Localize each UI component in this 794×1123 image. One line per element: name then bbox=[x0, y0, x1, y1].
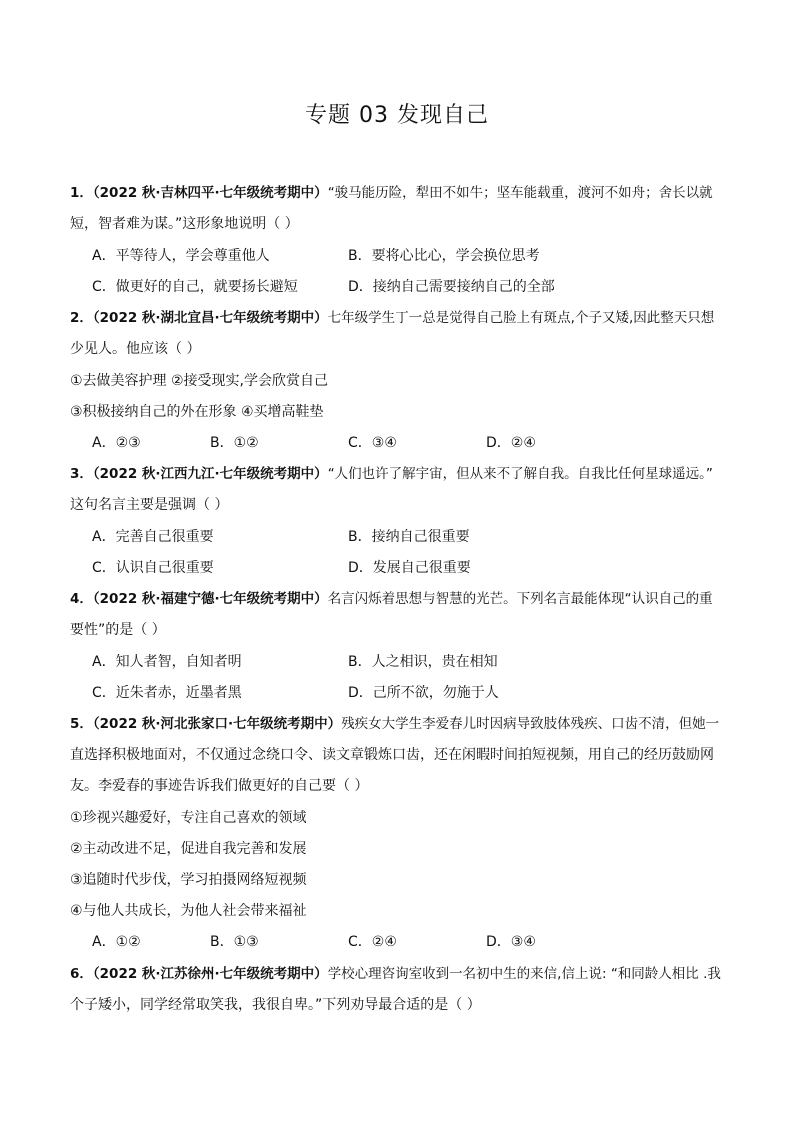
question-3-number: 3 bbox=[70, 466, 80, 482]
question-5-option-d[interactable]: D．③④ bbox=[486, 934, 536, 950]
question-5-number: 5 bbox=[70, 716, 80, 732]
question-2-number: 2 bbox=[70, 310, 80, 326]
question-5-text-1: 残疾女大学生李爱春儿时因病导致肢体残疾、口齿不清，但她一 bbox=[341, 716, 720, 732]
question-2-option-c[interactable]: C．③④ bbox=[348, 435, 397, 451]
question-4-line-2: 要性”的是（ ） bbox=[70, 622, 166, 638]
question-4-source: （2022 秋·福建宁德·七年级统考期中） bbox=[92, 591, 328, 607]
question-4-option-a[interactable]: A．知人者智，自知者明 bbox=[92, 654, 242, 670]
question-5-option-a[interactable]: A．①② bbox=[92, 934, 141, 950]
question-2-text-1: 七年级学生丁一总是觉得自己脸上有斑点,个子又矮,因此整天只想 bbox=[327, 310, 715, 326]
question-1-number: 1 bbox=[70, 185, 80, 201]
question-4-number: 4 bbox=[70, 591, 80, 607]
question-4-text-1: 名言闪烁着思想与智慧的光芒。下列名言最能体现“认识自己的重 bbox=[327, 591, 713, 607]
question-5-item-3: ③追随时代步伐，学习拍摄网络短视频 bbox=[70, 872, 307, 888]
question-4-option-b[interactable]: B．人之相识，贵在相知 bbox=[348, 654, 498, 670]
question-5-line-2: 直选择积极地面对，不仅通过念绕口令、读文章锻炼口齿，还在闲暇时间拍短视频，用自己的经历鼓励网 bbox=[70, 747, 714, 763]
question-2-source: （2022 秋·湖北宜昌·七年级统考期中） bbox=[92, 310, 328, 326]
question-3-option-b[interactable]: B．接纳自己很重要 bbox=[348, 529, 470, 545]
question-3-source: （2022 秋·江西九江·七年级统考期中） bbox=[92, 466, 328, 482]
question-3-line-1: 3．（2022 秋·江西九江·七年级统考期中）“人们也许了解宇宙，但从来不了解自我。自我比任何星球遥远。” bbox=[70, 466, 713, 482]
question-3-option-d[interactable]: D．发展自己很重要 bbox=[348, 560, 471, 576]
question-6-line-1: 6．（2022 秋·江苏徐州·七年级统考期中）学校心理咨询室收到一名初中生的来信,信上说: “和同龄人相比 .我 bbox=[70, 966, 721, 982]
question-3-option-c[interactable]: C．认识自己很重要 bbox=[92, 560, 214, 576]
question-6-source: （2022 秋·江苏徐州·七年级统考期中） bbox=[92, 966, 328, 982]
question-2-line-2: 少见人。他应该（ ） bbox=[70, 341, 201, 357]
question-1-source: （2022 秋·吉林四平·七年级统考期中） bbox=[92, 185, 328, 201]
question-1-option-d[interactable]: D．接纳自己需要接纳自己的全部 bbox=[348, 279, 555, 295]
question-3-line-2: 这句名言主要是强调（ ） bbox=[70, 497, 229, 513]
question-1-text-1: “骏马能历险，犁田不如牛；坚车能载重，渡河不如舟；舍长以就 bbox=[327, 185, 713, 201]
question-4-option-c[interactable]: C．近朱者赤，近墨者黑 bbox=[92, 685, 242, 701]
question-5-source: （2022 秋·河北张家口·七年级统考期中） bbox=[92, 716, 342, 732]
question-4-option-d[interactable]: D．己所不欲，勿施于人 bbox=[348, 685, 499, 701]
question-6-text-1: 学校心理咨询室收到一名初中生的来信,信上说: “和同龄人相比 .我 bbox=[327, 966, 721, 982]
question-3-text-1: “人们也许了解宇宙，但从来不了解自我。自我比任何星球遥远。” bbox=[327, 466, 713, 482]
question-2-items-3-4: ③积极接纳自己的外在形象 ④买增高鞋垫 bbox=[70, 404, 324, 420]
question-5-line-1: 5．（2022 秋·河北张家口·七年级统考期中）残疾女大学生李爱春儿时因病导致肢体残疾、口齿不清，但她一 bbox=[70, 716, 720, 732]
question-1-option-b[interactable]: B．要将心比心，学会换位思考 bbox=[348, 248, 540, 264]
question-5-item-1: ①珍视兴趣爱好，专注自己喜欢的领域 bbox=[70, 810, 307, 826]
question-6-line-2: 个子矮小，同学经常取笑我，我很自卑。”下列劝导最合适的是（ ） bbox=[70, 997, 481, 1013]
question-2-items-1-2: ①去做美容护理 ②接受现实,学会欣赏自己 bbox=[70, 373, 329, 389]
question-5-item-2: ②主动改进不足，促进自我完善和发展 bbox=[70, 841, 307, 857]
question-5-line-3: 友。李爱春的事迹告诉我们做更好的自己要（ ） bbox=[70, 778, 369, 794]
question-1-line-1: 1．（2022 秋·吉林四平·七年级统考期中）“骏马能历险，犁田不如牛；坚车能载重，渡河不如舟；舍长以就 bbox=[70, 185, 713, 201]
question-5-item-4: ④与他人共成长，为他人社会带来福祉 bbox=[70, 903, 307, 919]
question-1-option-a[interactable]: A．平等待人，学会尊重他人 bbox=[92, 248, 270, 264]
question-1-line-2: 短，智者难为谋。”这形象地说明（ ） bbox=[70, 216, 299, 232]
question-4-line-1: 4．（2022 秋·福建宁德·七年级统考期中）名言闪烁着思想与智慧的光芒。下列名言最能体现“认识自己的重 bbox=[70, 591, 713, 607]
question-6-number: 6 bbox=[70, 966, 80, 982]
question-1-option-c[interactable]: C．做更好的自己，就要扬长避短 bbox=[92, 279, 298, 295]
question-2-option-b[interactable]: B．①② bbox=[210, 435, 259, 451]
page-title: 专题 03 发现自己 bbox=[305, 103, 489, 128]
question-2-option-d[interactable]: D．②④ bbox=[486, 435, 536, 451]
question-5-option-b[interactable]: B．①③ bbox=[210, 934, 259, 950]
question-2-line-1: 2．（2022 秋·湖北宜昌·七年级统考期中）七年级学生丁一总是觉得自己脸上有斑点,个子又矮,因此整天只想 bbox=[70, 310, 715, 326]
question-5-option-c[interactable]: C．②④ bbox=[348, 934, 397, 950]
question-3-option-a[interactable]: A．完善自己很重要 bbox=[92, 529, 214, 545]
question-2-option-a[interactable]: A．②③ bbox=[92, 435, 141, 451]
